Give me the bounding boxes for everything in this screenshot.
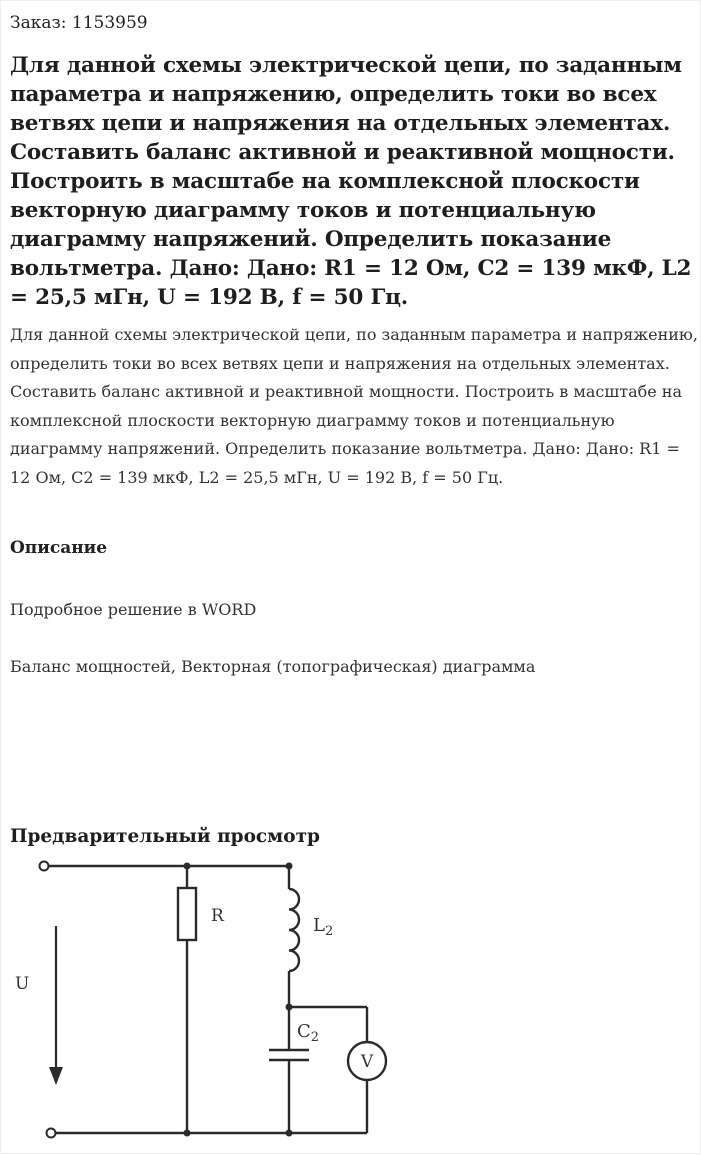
description-line-2: Баланс мощностей, Векторная (топографическая) диаграмма — [10, 657, 536, 676]
circuit-diagram — [1, 851, 701, 1155]
capacitor-label: $C_2$ — [297, 1021, 320, 1045]
capacitor-symbol — [269, 1050, 309, 1060]
voltage-arrow-head — [49, 1067, 63, 1085]
terminal-bottom — [47, 1129, 56, 1138]
circuit-svg — [1, 851, 701, 1155]
circuit-wires — [49, 866, 367, 1133]
task-title: Для данной схемы электрической цепи, по заданным параметра и напряжению, определить токи во всех ветвях цепи и напряжения на отдельных элементах. Составить баланс активной и реактивной мощности. Построить в масштабе на комплексной плоскости векторную диаграмму токов и потенциальную диаграмму напряжений. Определить показание вольтметра. Дано: Дано: R1 = 12 Ом, C2 = 139 мкФ, L2 = 25,5 мГн, U = 192 В, f = 50 Гц. — [10, 53, 692, 310]
junction-dots — [184, 863, 293, 1137]
voltage-label: U — [15, 974, 30, 994]
resistor-symbol — [178, 888, 196, 940]
inductor-symbol — [289, 889, 299, 971]
task-text: Для данной схемы электрической цепи, по заданным параметра и напряжению, определить токи во всех ветвях цепи и напряжения на отдельных элементах. Составить баланс активной и реактивной мощности. Построить в масштабе на комплексной плоскости векторную диаграмму токов и потенциальную диаграмму напряжений. Определить показание вольтметра. Дано: Дано: R1 = 12 Ом, C2 = 139 мкФ, L2 = 25,5 мГн, U = 192 В, f = 50 Гц. — [10, 325, 698, 487]
resistor-label: R — [211, 906, 224, 926]
description-line-1: Подробное решение в WORD — [10, 600, 257, 619]
voltmeter-label: V — [360, 1052, 374, 1072]
preview-heading: Предварительный просмотр — [10, 826, 320, 847]
terminal-top — [40, 862, 49, 871]
description-heading: Описание — [10, 538, 108, 558]
inductor-label: $L_2$ — [313, 915, 334, 939]
order-number: Заказ: 1153959 — [10, 13, 148, 33]
